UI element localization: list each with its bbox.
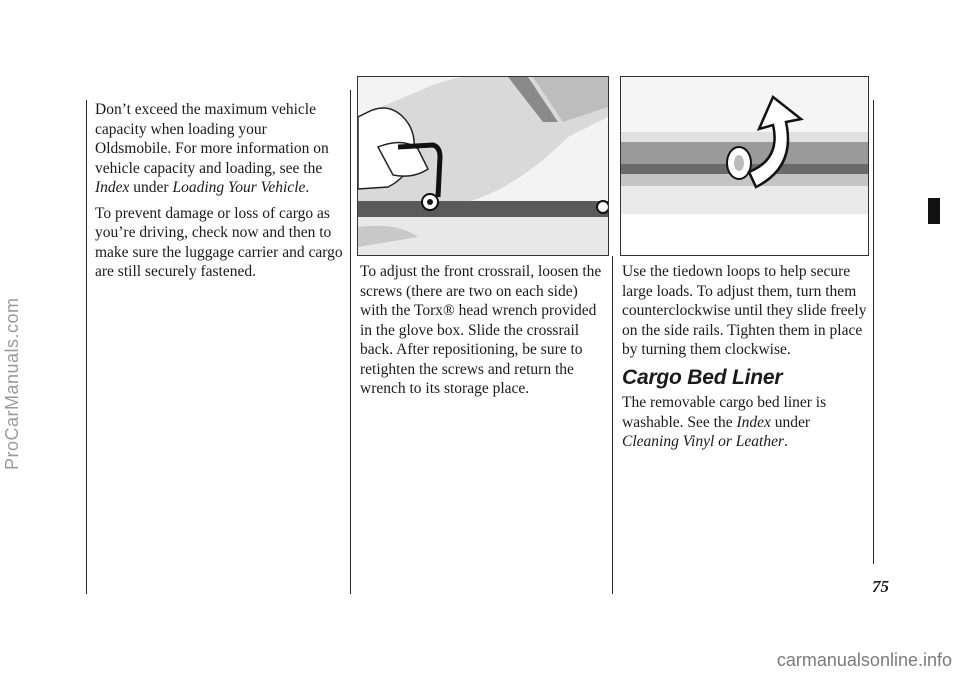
front-crossrail-figure [357, 76, 609, 256]
column-rule-mid1 [350, 90, 351, 594]
bottom-watermark: carmanualsonline.info [776, 650, 952, 670]
column-rule-right [873, 100, 874, 564]
column-2 [360, 262, 608, 405]
cargo-damage-paragraph: To prevent damage or loss of cargo as you’re driving, check now and then to make sure the luggage carrier and cargo are still securely fastened. [95, 204, 343, 280]
tiedown-loop-figure [620, 76, 869, 256]
capacity-paragraph: Don’t exceed the maximum vehicle capacity when loading your Oldsmobile. For more information on vehicle capacity and loading, see the Index under Loading Your Vehicle. [95, 101, 329, 196]
column-rule-mid2 [612, 256, 613, 594]
column-rule-left [86, 100, 87, 594]
cargo-bed-liner-heading: Cargo Bed Liner [622, 365, 783, 389]
tiedown-paragraph: Use the tiedown loops to help secure large loads. To adjust them, turn them counterclockwise until they slide freely on the side rails. Tighten them in place by turning them clockwise. [622, 263, 867, 358]
side-watermark: ProCarManuals.com [2, 297, 22, 470]
section-tab-marker [928, 198, 940, 224]
wrench-screw-illustration [358, 77, 608, 255]
page-number: 75 [872, 577, 889, 596]
column-3 [622, 262, 868, 458]
column-1 [95, 100, 345, 288]
bed-liner-paragraph: The removable cargo bed liner is washable. See the Index under Cleaning Vinyl or Leather. [622, 394, 827, 450]
tiedown-loop-illustration [621, 77, 868, 255]
crossrail-paragraph: To adjust the front crossrail, loosen the screws (there are two on each side) with the Torx® head wrench provided in the glove box. Slide the crossrail back. After repositioning, be sure to retighten the screws and return the wrench to its storage place. [360, 263, 602, 397]
